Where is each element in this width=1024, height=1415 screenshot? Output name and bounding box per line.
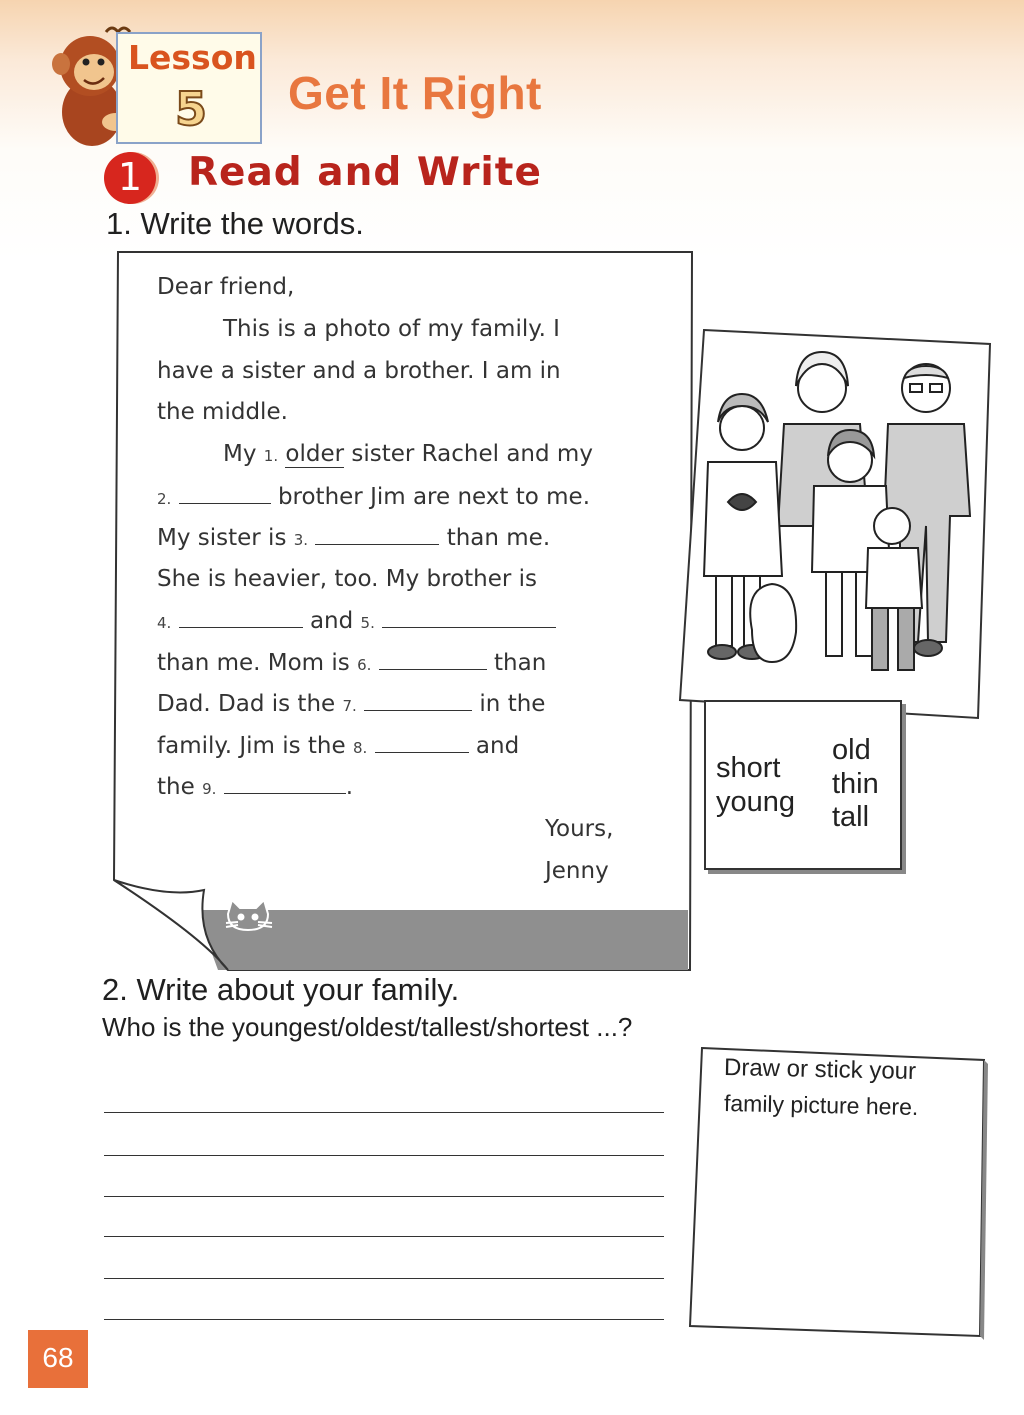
writing-line[interactable] — [104, 1319, 664, 1320]
writing-line[interactable] — [104, 1236, 664, 1237]
letter-line: My 1. older sister Rachel and my — [223, 441, 593, 467]
letter-greeting: Dear friend, — [157, 274, 295, 300]
letter-signature: Jenny — [545, 858, 609, 884]
task2-question: Who is the youngest/oldest/tallest/shortest ...? — [102, 1012, 633, 1042]
section-number: 1 — [117, 155, 143, 199]
letter-closing: Yours, — [545, 816, 614, 842]
answer-blank-8[interactable] — [375, 732, 469, 753]
writing-line[interactable] — [104, 1112, 664, 1113]
section-title: Read and Write — [188, 150, 542, 195]
answer-blank-9[interactable] — [224, 773, 346, 794]
writing-line[interactable] — [104, 1155, 664, 1156]
letter-line: 4. and 5. — [157, 607, 556, 634]
letter-line: My sister is 3. than me. — [157, 525, 551, 551]
draw-instruction: Draw or stick your — [723, 1053, 917, 1086]
letter-line: have a sister and a brother. I am in — [157, 358, 561, 384]
letter-line: This is a photo of my family. I — [223, 316, 560, 342]
draw-instruction: family picture here. — [723, 1089, 919, 1121]
word-bank-item: young — [716, 786, 796, 818]
family-illustration — [678, 326, 994, 722]
answer-blank-6[interactable] — [379, 649, 487, 670]
letter-line: 2. brother Jim are next to me. — [157, 484, 590, 510]
task2-heading: 2. Write about your family. — [102, 972, 460, 1007]
letter-line: than me. Mom is 6. than — [157, 650, 547, 676]
answer-blank-3[interactable] — [315, 524, 439, 545]
lesson-label: Lesson — [128, 38, 257, 77]
word-bank-item: old — [832, 734, 871, 766]
lesson-number: 5 — [174, 82, 207, 136]
letter-line: the middle. — [157, 399, 288, 425]
word-bank-item: tall — [832, 801, 870, 833]
answer-blank-7[interactable] — [364, 690, 472, 711]
word-bank-item: thin — [832, 768, 879, 800]
writing-line[interactable] — [104, 1196, 664, 1197]
task1-heading: 1. Write the words. — [106, 206, 364, 241]
sample-answer: older — [285, 441, 345, 467]
lesson-title: Get It Right — [288, 67, 542, 119]
letter-line: Dad. Dad is the 7. in the — [157, 691, 546, 717]
answer-blank-5[interactable] — [382, 607, 556, 628]
answer-blank-4[interactable] — [179, 607, 303, 628]
letter-line: family. Jim is the 8. and — [157, 733, 520, 759]
word-bank-item: short — [716, 752, 781, 784]
letter-line: She is heavier, too. My brother is — [157, 566, 538, 592]
writing-line[interactable] — [104, 1278, 664, 1279]
answer-blank-2[interactable] — [179, 483, 271, 504]
word-bank — [704, 700, 902, 870]
letter-line: the 9. . — [157, 774, 353, 800]
page-number: 68 — [42, 1342, 74, 1373]
